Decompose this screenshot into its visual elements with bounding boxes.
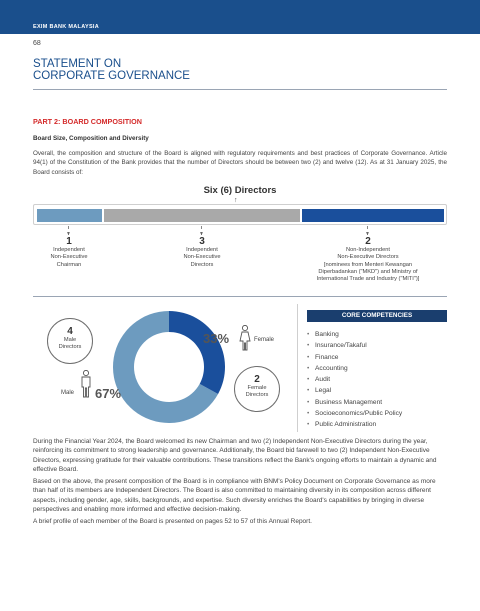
competency-item: • Audit	[307, 374, 402, 385]
page-title-line-1: STATEMENT ON	[33, 58, 122, 70]
male-directors-bubble	[47, 318, 93, 364]
header-bar	[0, 0, 480, 34]
arrow-down-icon: ▼	[365, 231, 370, 237]
composition-bar	[33, 204, 447, 225]
group-independent	[166, 236, 238, 269]
female-legend-label: Female	[254, 337, 275, 343]
male-legend-label: Male	[61, 390, 75, 396]
group-desc-line: Directors	[190, 261, 214, 268]
female-percentage: 33%	[203, 331, 230, 346]
gender-donut-chart	[108, 306, 230, 428]
arrow-up-icon: ↑	[234, 197, 238, 204]
competency-item: • Accounting	[307, 363, 402, 374]
group-non-independent	[300, 236, 436, 283]
body-paragraph-2: Based on the above, the present composition of the Board is in compliance with BNM's Policy Document on Corporate Governance as more than half of its members are Independent Directors. The Board is also committed to maintaining diversity in its composition across different aspects, including gender, age, skills, backgrounds, and expertise. Such diversity enriches the Board's capabilities by bringing in diverse perspectives and enabling more informed and effective decision-making.	[33, 478, 436, 513]
group-desc-line: Independent	[53, 247, 85, 253]
competency-item: • Banking	[307, 329, 402, 340]
title-divider	[33, 89, 447, 90]
female-count: 2	[254, 374, 260, 385]
page-title-line-2: CORPORATE GOVERNANCE	[33, 70, 190, 82]
donut-segment-female	[169, 311, 225, 394]
group-desc-line: Diperbadankan ("MKD") and Ministry of	[318, 268, 418, 275]
arrow-down-icon: ▼	[199, 231, 204, 237]
section-heading: PART 2: BOARD COMPOSITION	[33, 117, 142, 126]
group-desc-line: Non-Independent	[346, 247, 390, 253]
body-paragraph-3: A brief profile of each member of the Board is presented on pages 52 to 57 of this Annual Report.	[33, 518, 312, 525]
group-count: 2	[365, 236, 371, 247]
group-desc-line: Independent	[186, 247, 218, 253]
competency-item: • Socioeconomics/Public Policy	[307, 408, 402, 419]
group-desc-line: Non-Executive	[50, 254, 88, 261]
group-desc-line: [nominees from Menteri Kewangan	[323, 261, 413, 268]
group-desc-line: Non-Executive Directors	[337, 254, 399, 261]
group-desc-line: Chairman	[56, 261, 82, 268]
female-label: Female	[247, 385, 267, 391]
competency-item: • Business Management	[307, 397, 402, 408]
vertical-divider	[297, 304, 298, 432]
bar-segment-non-independent	[302, 209, 444, 222]
section-divider	[33, 296, 447, 297]
subsection-heading: Board Size, Composition and Diversity	[33, 135, 149, 142]
female-directors-bubble	[234, 366, 280, 412]
group-desc-line: Non-Executive	[183, 254, 221, 261]
female-sub-label: Directors	[245, 392, 269, 398]
group-count: 3	[199, 236, 205, 247]
male-sub-label: Directors	[58, 344, 82, 350]
male-figure-icon	[80, 370, 92, 398]
page-number: 68	[33, 40, 41, 47]
group-count: 1	[66, 236, 72, 247]
intro-paragraph: Overall, the composition and structure of the Board is aligned with regulatory requirements and best practices of Corporate Governance. Article 94(1) of the Constitution of the Bank provides that the number of Directors should be between two (2) and twelve (12). As at 31 January 2025, the Board consists of:	[33, 150, 447, 176]
competency-item: • Public Administration	[307, 419, 402, 430]
male-label: Male	[63, 337, 77, 343]
core-competencies-header: CORE COMPETENCIES	[307, 310, 447, 322]
core-competencies-list	[307, 329, 402, 431]
bar-segment-chairman	[37, 209, 102, 222]
male-percentage: 67%	[95, 386, 122, 401]
group-desc-line: International Trade and Industry ("MITI")]	[316, 276, 420, 283]
competency-item: • Legal	[307, 385, 402, 396]
male-count: 4	[67, 326, 73, 337]
page-title	[33, 58, 190, 82]
group-chairman	[36, 236, 102, 269]
competency-item: • Insurance/Takaful	[307, 340, 402, 351]
arrow-down-icon: ▼	[66, 231, 71, 237]
total-directors-label: Six (6) Directors	[203, 185, 277, 196]
female-figure-icon	[239, 325, 251, 351]
bar-segment-independent	[104, 209, 300, 222]
competency-item: • Finance	[307, 352, 402, 363]
brand-name: EXIM BANK MALAYSIA	[33, 24, 100, 30]
body-paragraph-1: During the Financial Year 2024, the Board welcomed its new Chairman and two (2) Independent Non-Executive Directors during the year, reinforcing its commitment to strong leadership and governance. Additionally, the Board bid farewell to two (2) Independent Non-Executive Directors, expressing gratitude for their valuable contributions. These transitions reflect the Bank's ongoing efforts to maintain a dynamic and effective Board.	[33, 438, 437, 473]
